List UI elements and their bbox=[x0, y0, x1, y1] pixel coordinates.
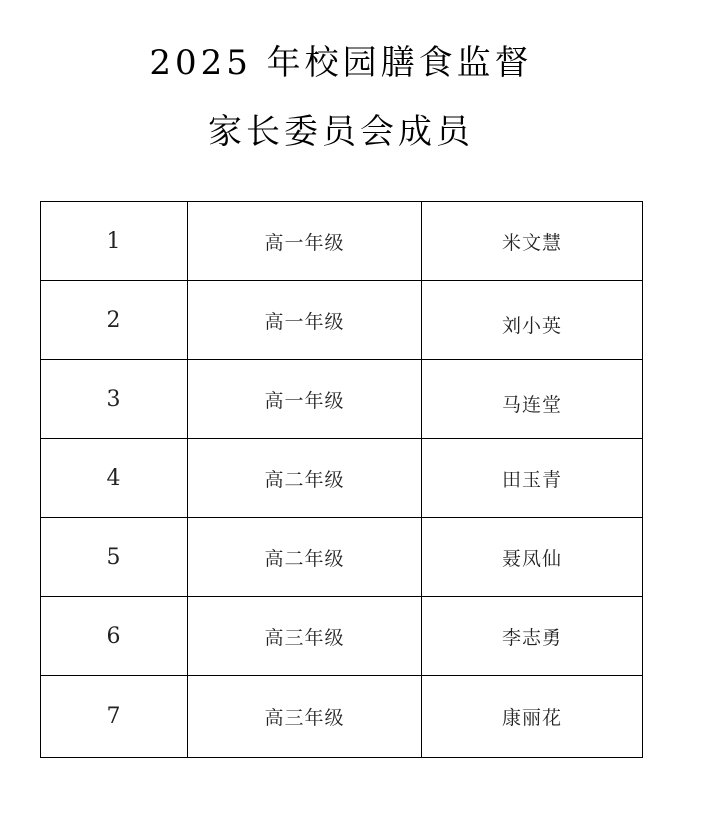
member-grade: 高二年级 bbox=[264, 547, 345, 570]
member-grade-cell bbox=[188, 202, 422, 281]
document-title-line1: 2025 年校园膳食监督 bbox=[149, 43, 533, 83]
member-name: 刘小英 bbox=[501, 314, 562, 337]
member-number: 2 bbox=[106, 307, 122, 333]
member-number-cell bbox=[41, 202, 188, 281]
member-name-cell bbox=[422, 676, 643, 758]
member-grade-cell bbox=[188, 676, 422, 758]
member-number: 6 bbox=[106, 623, 122, 649]
member-number-cell bbox=[41, 518, 188, 597]
member-number: 4 bbox=[106, 465, 122, 491]
member-grade-cell bbox=[188, 281, 422, 360]
members-table bbox=[40, 201, 643, 758]
member-number: 3 bbox=[106, 386, 122, 412]
member-name-cell bbox=[422, 439, 643, 518]
member-grade-cell bbox=[188, 439, 422, 518]
member-number-cell bbox=[41, 439, 188, 518]
document-title-line2: 家长委员会成员 bbox=[208, 112, 474, 152]
member-grade: 高二年级 bbox=[264, 468, 345, 491]
member-name-cell bbox=[422, 360, 643, 439]
member-name: 李志勇 bbox=[501, 626, 562, 649]
table-row bbox=[41, 281, 643, 360]
member-name: 马连堂 bbox=[501, 393, 562, 416]
member-name-cell bbox=[422, 281, 643, 360]
members-table-body bbox=[41, 202, 643, 758]
table-row bbox=[41, 518, 643, 597]
table-row bbox=[41, 597, 643, 676]
member-grade-cell bbox=[188, 360, 422, 439]
member-name: 田玉青 bbox=[501, 468, 562, 491]
table-row bbox=[41, 676, 643, 758]
member-grade: 高一年级 bbox=[264, 310, 345, 333]
member-number: 1 bbox=[106, 228, 122, 254]
member-grade: 高一年级 bbox=[264, 231, 345, 254]
member-grade: 高一年级 bbox=[264, 389, 345, 412]
member-number-cell bbox=[41, 676, 188, 758]
member-name-cell bbox=[422, 202, 643, 281]
member-number-cell bbox=[41, 360, 188, 439]
member-grade: 高三年级 bbox=[264, 707, 345, 729]
member-number: 7 bbox=[106, 704, 122, 729]
member-name-cell bbox=[422, 597, 643, 676]
member-name: 康丽花 bbox=[501, 707, 562, 729]
member-grade-cell bbox=[188, 518, 422, 597]
table-row bbox=[41, 202, 643, 281]
member-number-cell bbox=[41, 597, 188, 676]
member-number-cell bbox=[41, 281, 188, 360]
member-name: 聂凤仙 bbox=[501, 547, 562, 570]
member-name: 米文慧 bbox=[501, 231, 562, 254]
member-grade: 高三年级 bbox=[264, 626, 345, 649]
member-name-cell bbox=[422, 518, 643, 597]
table-row bbox=[41, 360, 643, 439]
member-grade-cell bbox=[188, 597, 422, 676]
member-number: 5 bbox=[106, 544, 122, 570]
table-row bbox=[41, 439, 643, 518]
